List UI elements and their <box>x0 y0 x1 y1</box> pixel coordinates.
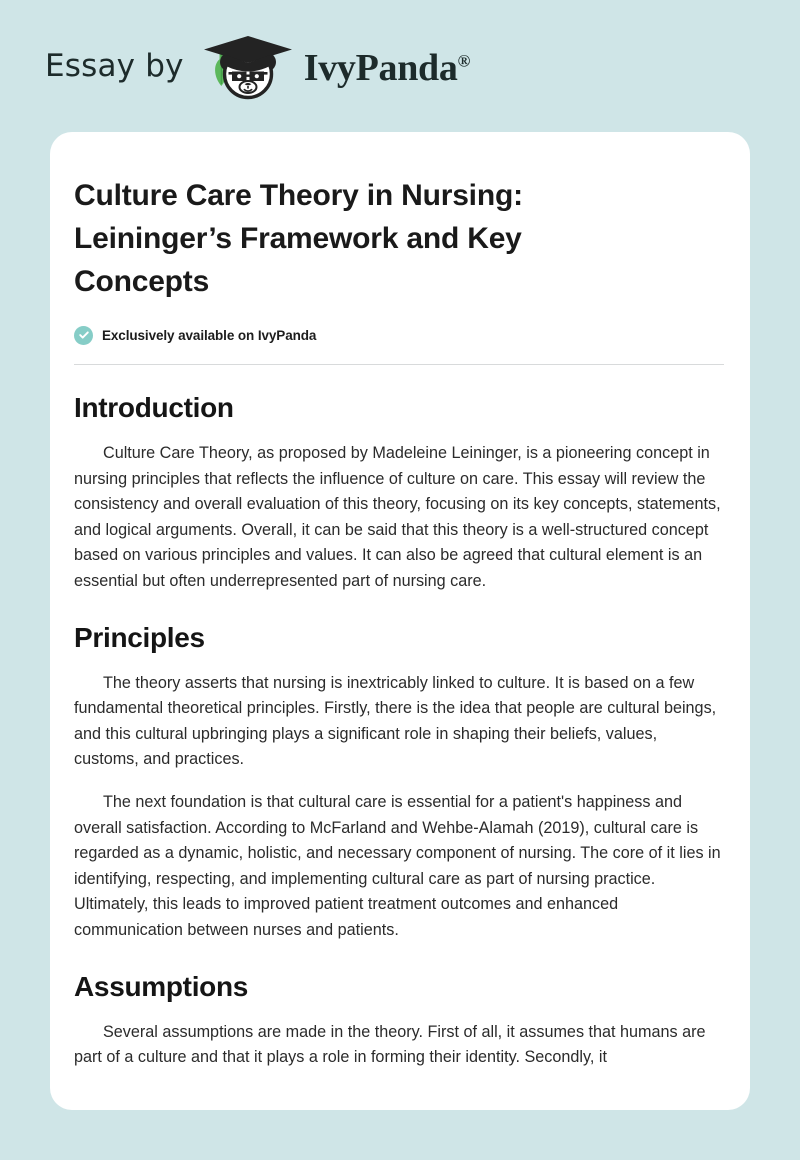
brand-header <box>0 0 800 132</box>
exclusive-badge-label: Exclusively available on IvyPanda <box>102 327 317 343</box>
document-body <box>74 174 724 1071</box>
section-heading-assumptions: Assumptions <box>74 970 249 1002</box>
paragraph: Culture Care Theory, as proposed by Madeleine Leininger, is a pioneering concept in nursing principles that reflects the influence of culture on care. This essay will review the consistency and overall evaluation of this theory, focusing on its key concepts, statements, and logical arguments. Overall, it can be said that this theory is a well-structured concept based on various principles and values. It can also be agreed that cultural element is an essential but often underrepresented part of nursing care. <box>74 444 721 590</box>
section-heading-principles: Principles <box>74 621 205 653</box>
paragraph: The theory asserts that nursing is inextricably linked to culture. It is based on a few fundamental theoretical principles. Firstly, there is the idea that people are cultural beings, and this cultural upbringing plays a significant role in shaping their beliefs, values, customs, and practices. <box>74 673 717 769</box>
wordmark-text: IvyPanda <box>303 47 458 89</box>
essay-by-label: Essay by <box>45 47 184 84</box>
registered-mark: ® <box>457 51 470 71</box>
essay-paper-card <box>50 132 750 1110</box>
ivypanda-wordmark <box>304 49 470 87</box>
paragraph: Several assumptions are made in the theory. First of all, it assumes that humans are part of a culture and that it plays a role in forming their identity. Secondly, it <box>74 1022 706 1067</box>
paragraph: The next foundation is that cultural care is essential for a patient's happiness and overall satisfaction. According to McFarland and Wehbe-Alamah (2019), cultural care is regarded as a dynamic, holistic, and necessary component of nursing. The core of it lies in identifying, respecting, and implementing cultural care as part of nursing practice. Ultimately, this leads to improved patient treatment outcomes and enhanced communication between nurses and patients. <box>74 792 721 939</box>
page-title: Culture Care Theory in Nursing: Leininger’s Framework and Key Concepts <box>74 179 523 298</box>
section-heading-introduction: Introduction <box>74 392 234 423</box>
panda-graduate-logo-icon <box>196 30 300 102</box>
title-divider <box>74 364 724 365</box>
check-circle-icon <box>74 326 93 345</box>
exclusive-availability-badge <box>74 325 724 345</box>
